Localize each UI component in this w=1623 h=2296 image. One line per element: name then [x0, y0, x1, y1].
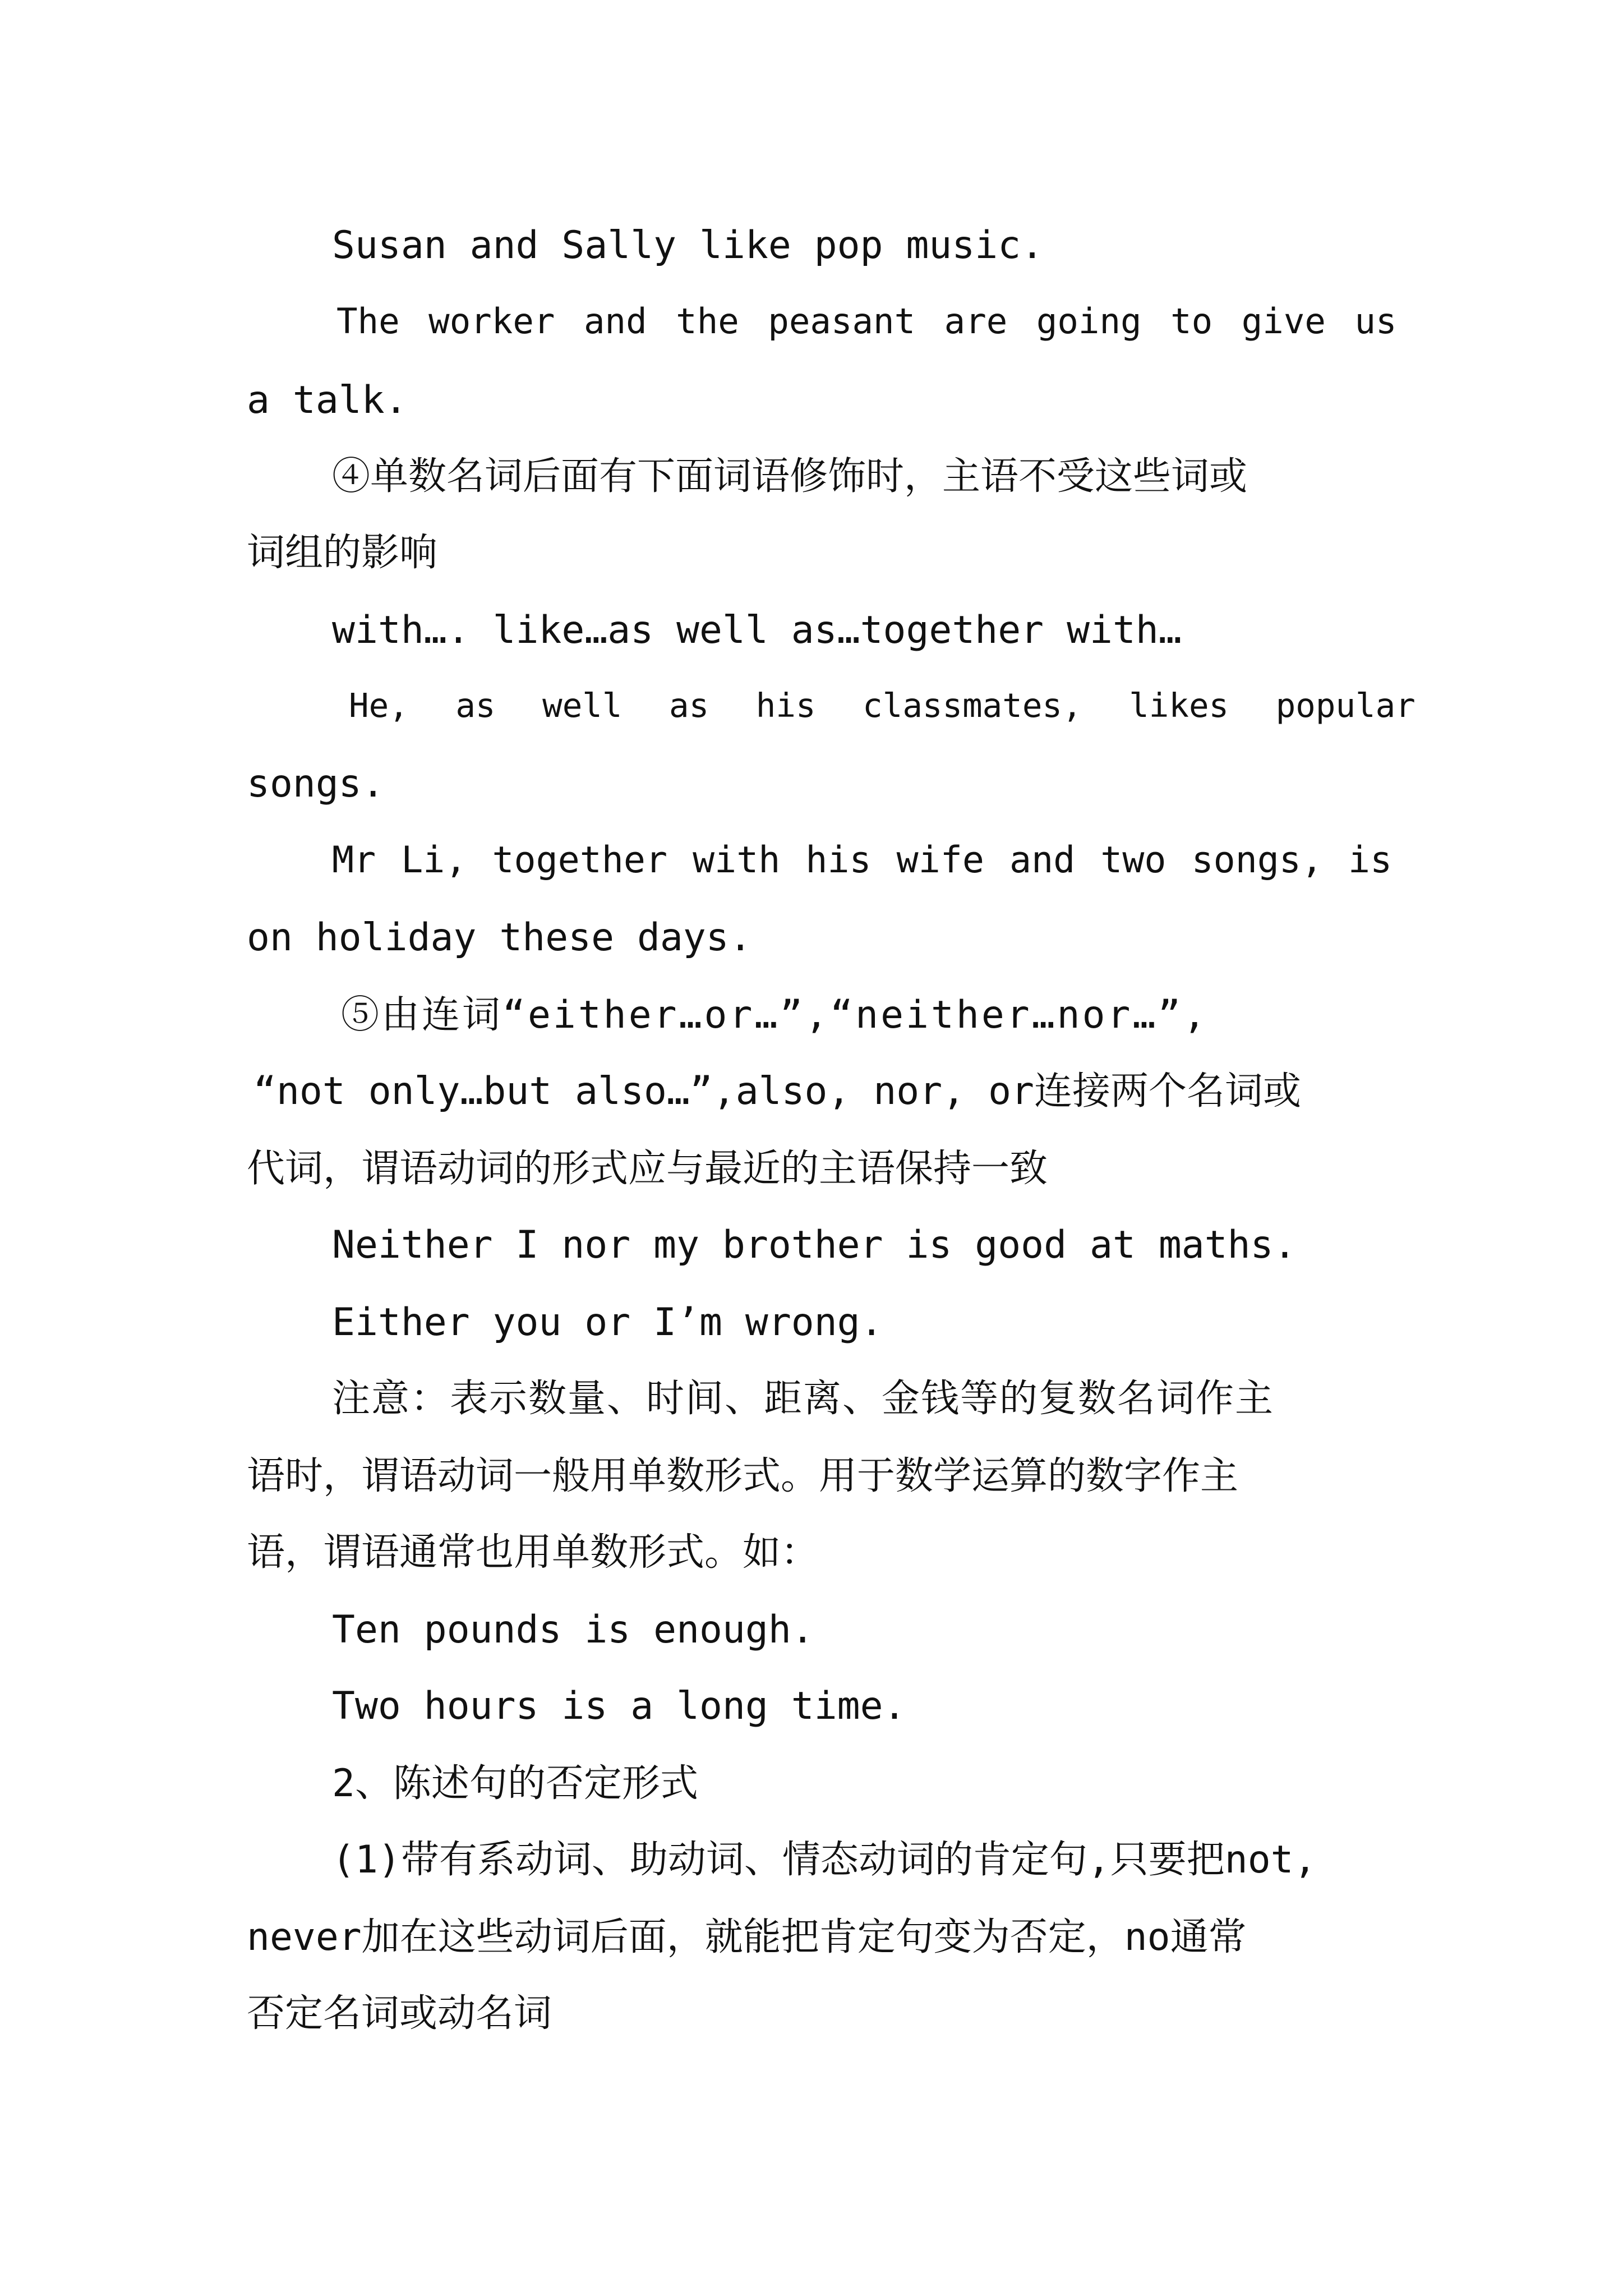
paragraph-line: Susan and Sally like pop music.: [332, 223, 1044, 268]
paragraph-line: Mr Li, together with his wife and two songs, is: [332, 839, 1393, 881]
paragraph-line: 语时，谓语动词一般用单数形式。用于数学运算的数字作主: [247, 1454, 1239, 1498]
paragraph-line: “not only…but also…”,also, nor, or连接两个名词或: [253, 1069, 1301, 1114]
paragraph-line: on holiday these days.: [247, 915, 752, 960]
paragraph-line: (1)带有系动词、助动词、情态动词的肯定句,只要把not,: [332, 1838, 1317, 1882]
paragraph-line: ④单数名词后面有下面词语修饰时，主语不受这些词或: [332, 454, 1248, 499]
paragraph-line: 否定名词或动名词: [247, 1991, 552, 2036]
paragraph-line: Ten pounds is enough.: [332, 1608, 814, 1652]
paragraph-line: 代词，谓语动词的形式应与最近的主语保持一致: [247, 1147, 1048, 1191]
paragraph-line: 注意：表示数量、时间、距离、金钱等的复数名词作主: [332, 1377, 1275, 1421]
paragraph-line: Neither I nor my brother is good at maths.: [332, 1223, 1297, 1267]
section-heading: 2、陈述句的否定形式: [332, 1761, 698, 1806]
paragraph-line: The worker and the peasant are going to give us: [336, 301, 1397, 342]
paragraph-line: songs.: [247, 762, 385, 806]
paragraph-line: 词组的影响: [247, 531, 438, 575]
paragraph-line: never加在这些动词后面，就能把肯定句变为否定，no通常: [247, 1915, 1247, 1959]
paragraph-line: ⑤由连词“either…or…”,“neither…nor…”,: [341, 993, 1209, 1037]
paragraph-line: He, as well as his classmates, likes popular: [349, 686, 1415, 725]
paragraph-line: a talk.: [247, 378, 408, 422]
paragraph-line: Either you or I’m wrong.: [332, 1300, 883, 1345]
paragraph-line: with…. like…as well as…together with…: [332, 608, 1182, 652]
paragraph-line: 语，谓语通常也用单数形式。如：: [247, 1530, 819, 1575]
paragraph-line: Two hours is a long time.: [332, 1684, 906, 1728]
